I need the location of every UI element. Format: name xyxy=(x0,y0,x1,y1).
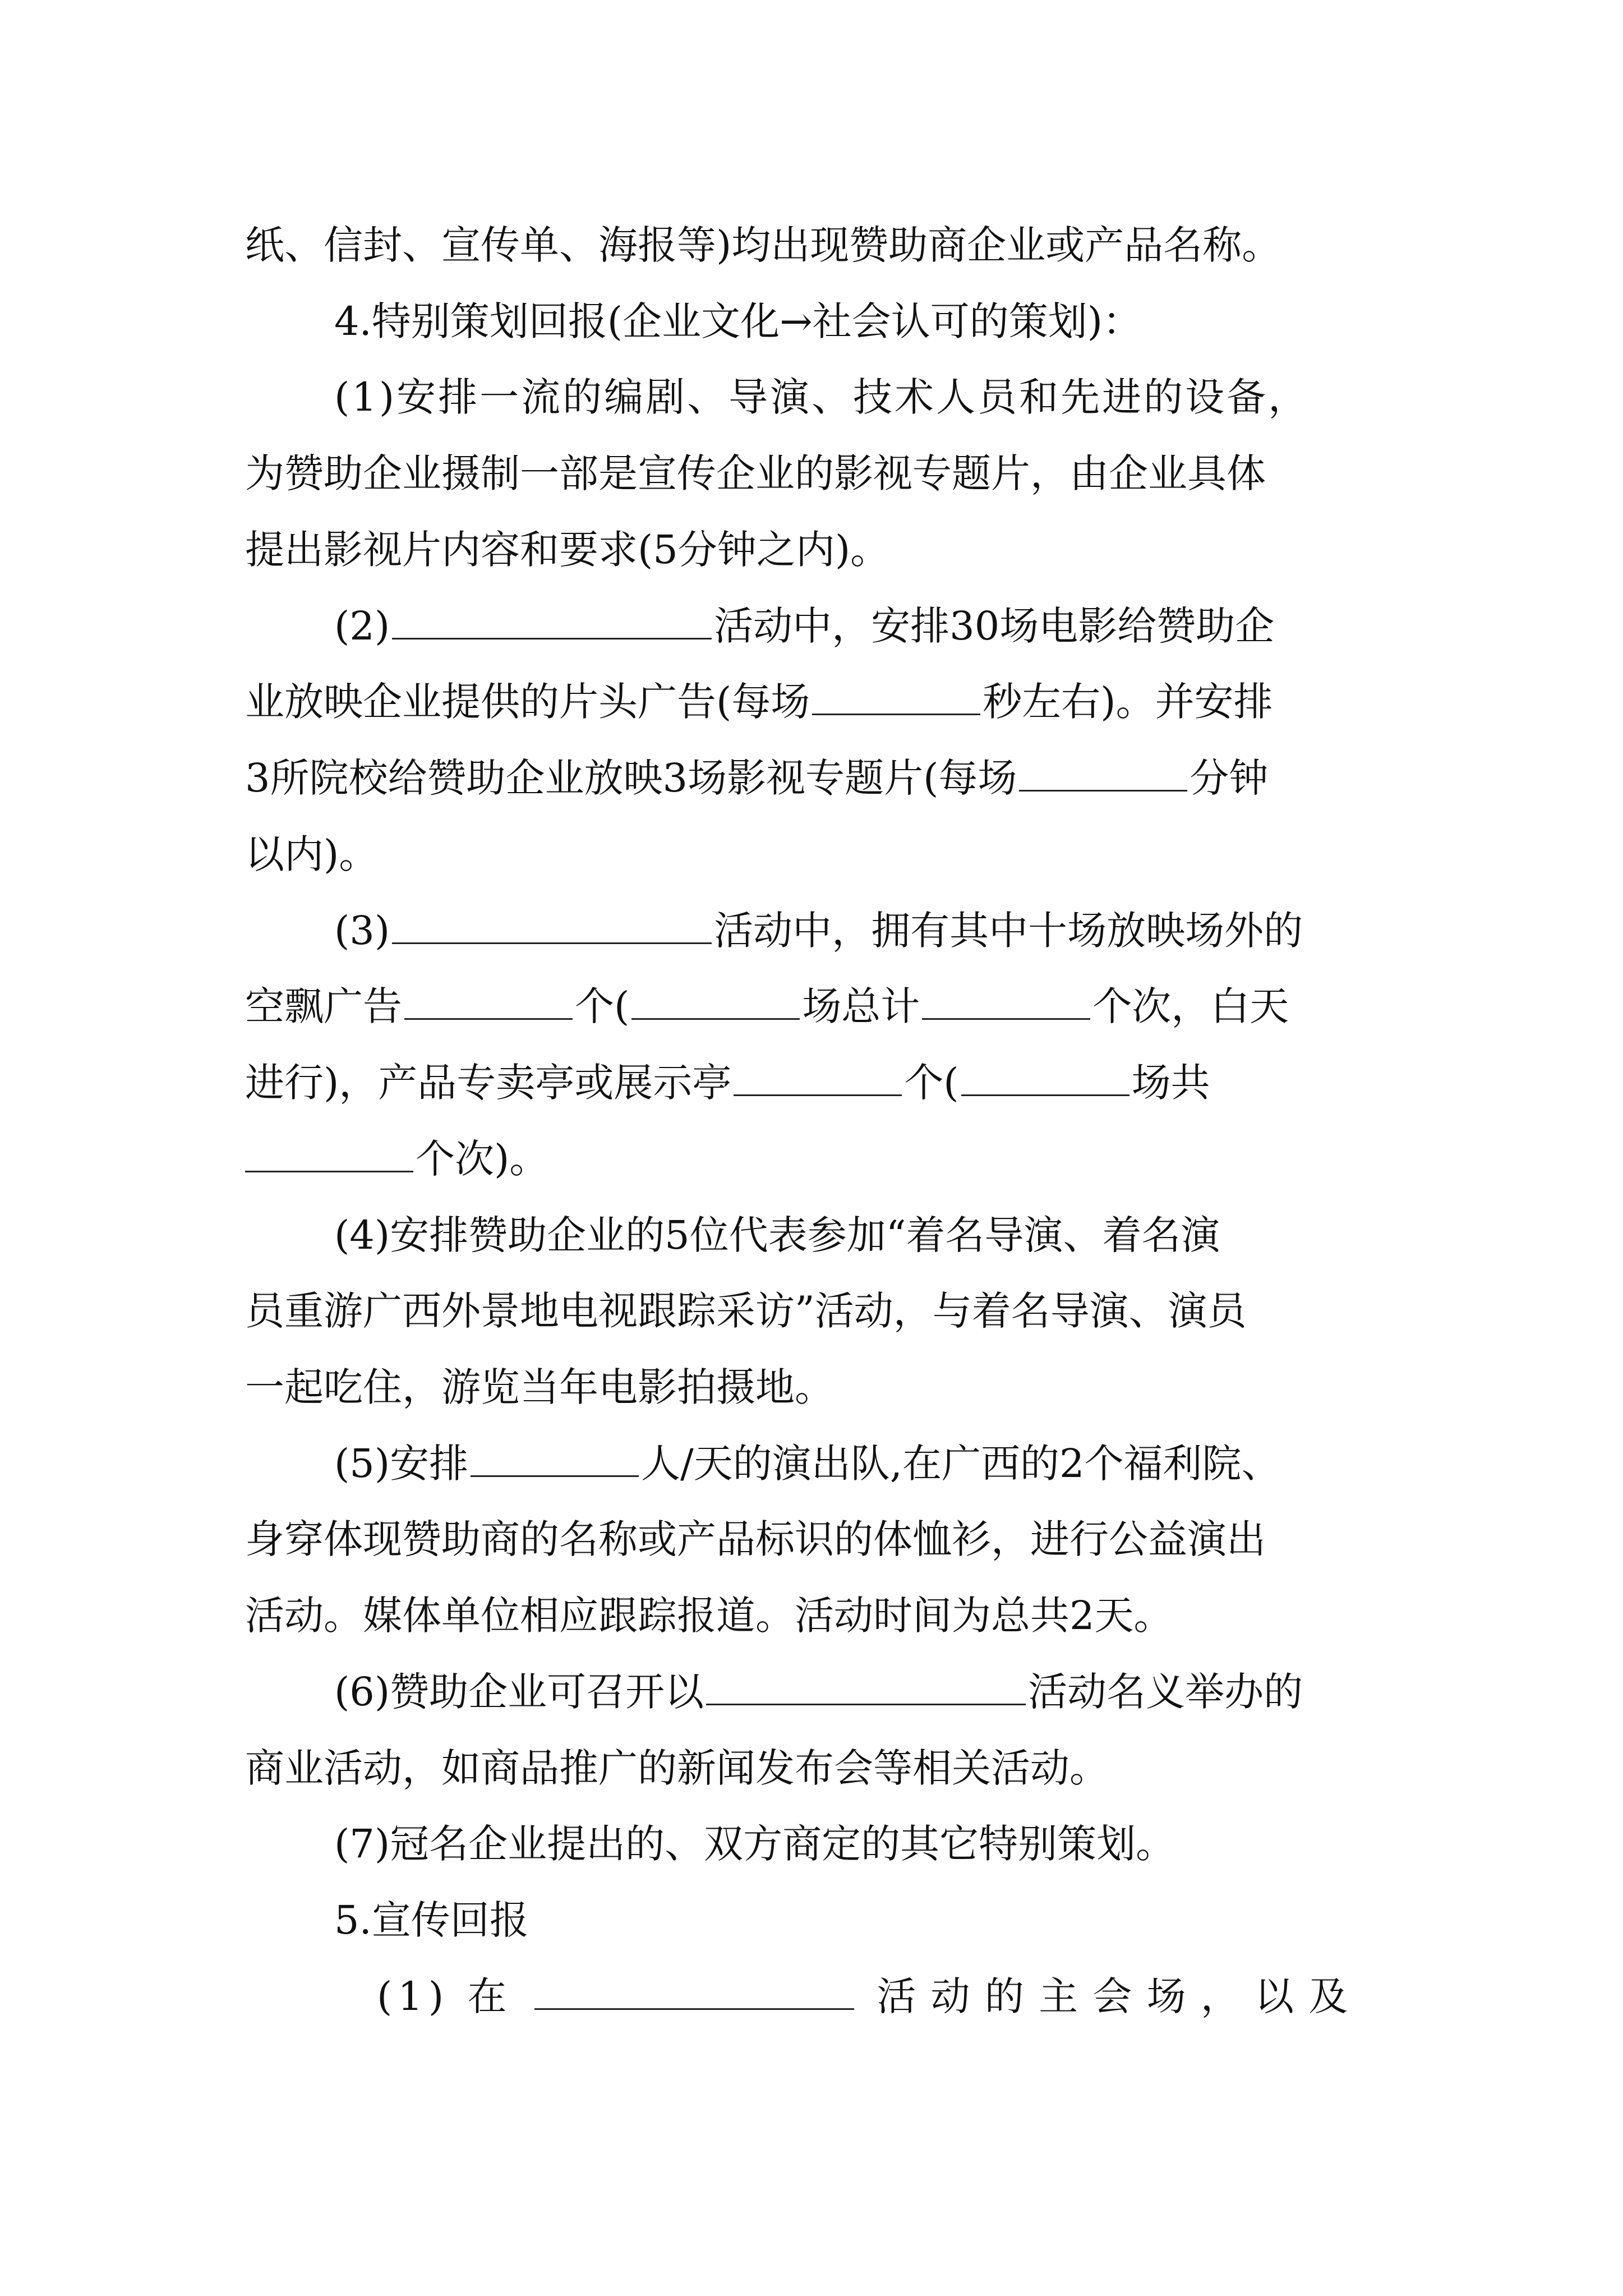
text: (7)冠名企业提出的、双方商定的其它特别策划。 xyxy=(334,1821,1175,1867)
paragraph-3-line-1 xyxy=(334,900,1400,961)
blank-activity-name xyxy=(706,1671,1026,1705)
blank-activity-name xyxy=(392,910,712,944)
paragraph-1-line-2 xyxy=(245,443,1400,504)
text: 5.宣传回报 xyxy=(334,1897,529,1943)
paragraph-2-line-2 xyxy=(245,671,1400,733)
text: 提出影视片内容和要求(5分钟之内)。 xyxy=(245,527,890,573)
paragraph-4-line-2 xyxy=(245,1280,1400,1342)
text: 进行)，产品专卖亭或展示亭 xyxy=(245,1060,732,1106)
text: 个( xyxy=(575,983,630,1029)
text: (6)赞助企业可召开以 xyxy=(334,1669,704,1715)
paragraph-6-line-2 xyxy=(245,1737,1400,1799)
text: 场总计 xyxy=(802,983,920,1029)
paragraph-5-line-2 xyxy=(245,1508,1400,1570)
text: 4.特别策划回报(企业文化→社会认可的策划)： xyxy=(334,298,1142,344)
blank-count xyxy=(404,986,573,1020)
text: 活动中，安排30场电影给赞助企 xyxy=(714,603,1275,649)
paragraph-4-line-1 xyxy=(334,1204,1400,1266)
paragraph-5-line-3 xyxy=(245,1585,1400,1646)
text: 活动名义举办的 xyxy=(1028,1669,1303,1715)
blank-venues xyxy=(631,986,800,1020)
text: 为赞助企业摄制一部是宣传企业的影视专题片，由企业具体 xyxy=(245,450,1266,496)
blank-kiosk-venues xyxy=(961,1062,1129,1096)
text: 一起吃住，游览当年电影拍摄地。 xyxy=(245,1364,834,1410)
text-line-1 xyxy=(245,214,1400,276)
paragraph-3-line-4 xyxy=(245,1128,1400,1190)
paragraph-1-line-3 xyxy=(245,519,1400,581)
blank-kiosk-total xyxy=(245,1138,413,1172)
text: (1) 在 xyxy=(377,1973,513,2019)
paragraph-3-line-2 xyxy=(245,976,1400,1037)
text: 人/天的演出队,在广西的2个福利院、 xyxy=(641,1441,1281,1487)
section-heading-4 xyxy=(334,291,1400,352)
paragraph-1-line-1 xyxy=(334,366,1400,428)
blank-minutes xyxy=(1019,757,1187,792)
section-heading-5 xyxy=(334,1889,1400,1951)
paragraph-6-line-1 xyxy=(334,1661,1400,1723)
text: (3) xyxy=(334,908,390,954)
paragraph-5-line-1 xyxy=(334,1433,1400,1494)
paragraph-2-line-4 xyxy=(245,823,1400,885)
text: 身穿体现赞助商的名称或产品标识的体恤衫，进行公益演出 xyxy=(245,1516,1266,1562)
text: (2) xyxy=(334,603,390,649)
blank-seconds xyxy=(812,681,980,715)
blank-kiosk-count xyxy=(734,1062,902,1096)
text: 个次)。 xyxy=(416,1136,549,1182)
text: 员重游广西外景地电视跟踪采访”活动，与着名导演、演员 xyxy=(245,1288,1247,1334)
text: 活动。媒体单位相应跟踪报道。活动时间为总共2天。 xyxy=(245,1593,1173,1639)
paragraph-7-line-1 xyxy=(334,1813,1400,1875)
text: 纸、信封、宣传单、海报等)均出现赞助商企业或产品名称。 xyxy=(245,222,1281,268)
text: 空飘广告 xyxy=(245,983,402,1029)
blank-performers xyxy=(471,1443,639,1477)
text: 3所院校给赞助企业放映3场影视专题片(每场 xyxy=(245,755,1017,801)
text: 个次，白天 xyxy=(1092,983,1289,1029)
text: 分钟 xyxy=(1189,755,1269,801)
blank-total xyxy=(922,986,1090,1020)
text: (4)安排赞助企业的5位代表参加“着名导演、着名演 xyxy=(334,1212,1220,1258)
text: 个( xyxy=(904,1060,959,1106)
text: 以内)。 xyxy=(245,831,379,877)
text: 活 动 的 主 会 场 ， 以 及 xyxy=(877,1973,1349,2019)
paragraph-8-line-1 xyxy=(377,1966,1400,2027)
paragraph-2-line-1 xyxy=(334,595,1400,657)
blank-activity-name xyxy=(534,1976,854,2010)
text: (1)安排一流的编剧、导演、技术人员和先进的设备， xyxy=(334,374,1310,420)
paragraph-2-line-3 xyxy=(245,747,1400,809)
paragraph-3-line-3 xyxy=(245,1052,1400,1114)
text: 活动中，拥有其中十场放映场外的 xyxy=(714,908,1303,954)
text: 商业活动，如商品推广的新闻发布会等相关活动。 xyxy=(245,1745,1109,1791)
blank-activity-name xyxy=(392,605,712,639)
text: 场共 xyxy=(1131,1060,1210,1106)
paragraph-4-line-3 xyxy=(245,1356,1400,1418)
text: 业放映企业提供的片头广告(每场 xyxy=(245,679,810,725)
text: (5)安排 xyxy=(334,1441,469,1487)
text: 秒左右)。并安排 xyxy=(983,679,1273,725)
